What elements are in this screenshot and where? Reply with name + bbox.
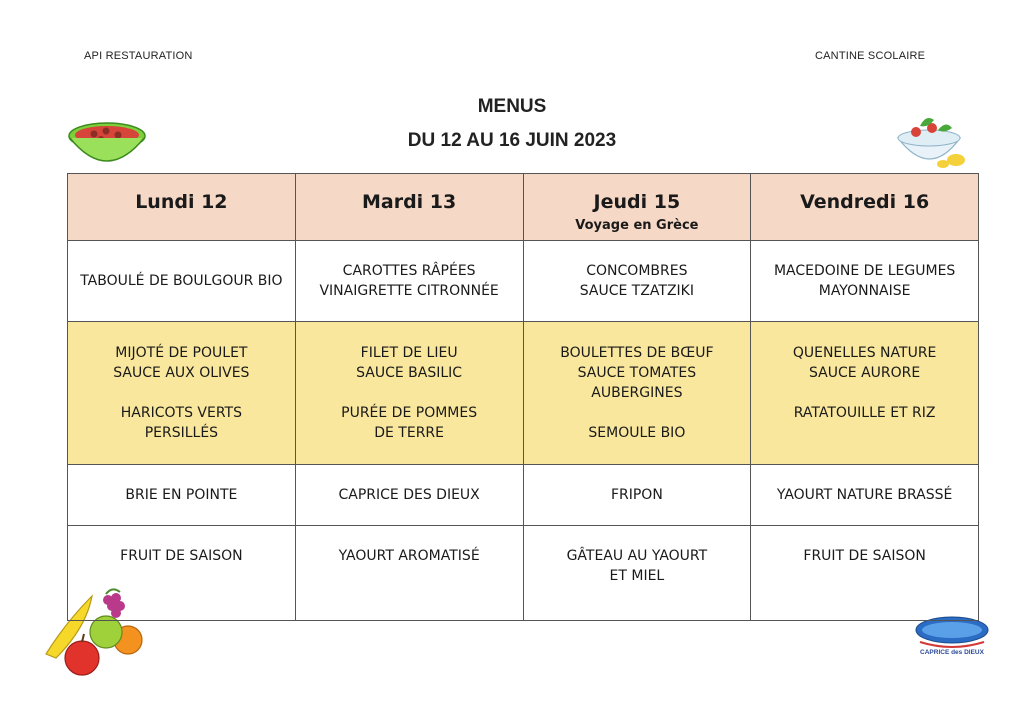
canteen-label: CANTINE SCOLAIRE [815,50,926,62]
day-name: Mardi 13 [361,191,457,213]
day-name: Jeudi 15 [593,191,681,213]
menu-line: CONCOMBRES [586,263,688,279]
starter-cell [295,241,523,322]
dairy-cell: YAOURT NATURE BRASSÉ [751,465,979,526]
main-course-row [68,322,979,465]
menu-line: QUENELLES NATURE [792,345,937,361]
menu-line: HARICOTS VERTS [120,405,242,421]
day-header [523,174,751,241]
dessert-cell [295,526,523,621]
main-course-cell [295,322,523,465]
company-name: API RESTAURATION [84,50,193,62]
dairy-cell: BRIE EN POINTE [68,465,296,526]
menu-line: SAUCE AUX OLIVES [113,365,250,381]
day-name: Lundi 12 [135,191,228,213]
starter-row [68,241,979,322]
menu-line: SEMOULE BIO [588,425,686,441]
menu-line: SAUCE TOMATES [577,365,697,381]
starter-cell [751,241,979,322]
main-course-cell [523,322,751,465]
menu-line: FRUIT DE SAISON [803,548,926,564]
day-name: Vendredi 16 [800,191,930,213]
dessert-row [68,526,979,621]
menu-line: VINAIGRETTE CITRONNÉE [319,283,499,299]
day-header [295,174,523,241]
menu-line: SAUCE BASILIC [356,365,463,381]
svg-text:CAPRICE des DIEUX: CAPRICE des DIEUX [920,649,984,656]
menu-line: PERSILLÉS [144,425,219,441]
menu-line: PURÉE DE POMMES [341,405,478,421]
day-header [68,174,296,241]
day-subtitle: Voyage en Grèce [575,218,699,233]
menu-line: FRUIT DE SAISON [120,548,243,564]
menu-line: MAYONNAISE [818,283,911,299]
menu-title: MENUS [477,96,547,117]
day-header [751,174,979,241]
menu-line: AUBERGINES [591,385,683,401]
menu-line: SAUCE AURORE [809,365,921,381]
menu-line: GÂTEAU AU YAOURT [566,548,708,564]
day-header-row [68,174,979,241]
main-course-cell [751,322,979,465]
main-course-cell [68,322,296,465]
menu-line: SAUCE TZATZIKI [579,283,694,299]
menu-line: TABOULÉ DE BOULGOUR BIO [80,273,283,289]
dairy-row [68,465,979,526]
dessert-cell [751,526,979,621]
menu-line: FILET DE LIEU [360,345,458,361]
weekly-menu-table [67,173,979,621]
dairy-cell: FRIPON [523,465,751,526]
menu-line: MACEDOINE DE LEGUMES [773,263,956,279]
menu-line: RATATOUILLE ET RIZ [793,405,936,421]
menu-line: DE TERRE [374,425,445,441]
salad-bowl-icon [890,108,972,174]
starter-cell [68,241,296,322]
menu-line: MIJOTÉ DE POULET [115,345,248,361]
menu-line: YAOURT AROMATISÉ [338,548,480,564]
soup-bowl-icon [66,114,148,174]
menu-line: CAROTTES RÂPÉES [342,263,476,279]
dairy-cell: CAPRICE DES DIEUX [295,465,523,526]
menu-line: BOULETTES DE BŒUF [560,345,714,361]
dessert-cell [523,526,751,621]
dessert-cell [68,526,296,621]
menu-line: ET MIEL [609,568,665,584]
starter-cell [523,241,751,322]
menu-date-range: DU 12 AU 16 JUIN 2023 [407,130,617,151]
